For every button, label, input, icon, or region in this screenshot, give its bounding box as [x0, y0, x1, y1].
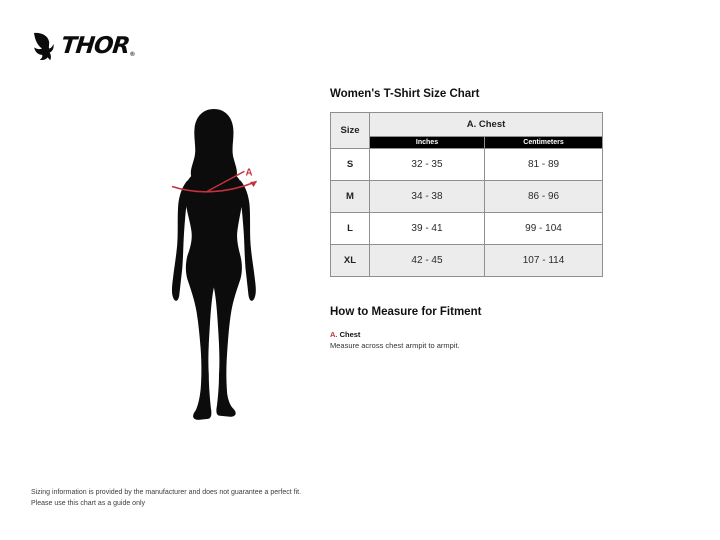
body-silhouette-figure	[150, 106, 290, 428]
inches-value: 32 - 35	[370, 149, 485, 181]
inches-value: 42 - 45	[370, 245, 485, 277]
table-row-l	[331, 213, 603, 245]
size-chart-table	[330, 112, 603, 277]
measure-letter: A.	[330, 330, 338, 339]
thor-goat-icon	[31, 32, 58, 61]
inches-value: 34 - 38	[370, 181, 485, 213]
size-label: XL	[331, 245, 370, 277]
centimeters-value: 107 - 114	[485, 245, 603, 277]
size-chart-title: Women's T-Shirt Size Chart	[330, 88, 480, 100]
sizing-disclaimer	[31, 488, 301, 509]
size-label: S	[331, 149, 370, 181]
size-label: L	[331, 213, 370, 245]
size-label: M	[331, 181, 370, 213]
centimeters-value: 86 - 96	[485, 181, 603, 213]
chest-annotation-label: A	[245, 167, 253, 179]
measure-item-chest	[330, 329, 602, 351]
table-row-m	[331, 181, 603, 213]
disclaimer-line-1: Sizing information is provided by the manufacturer and does not guarantee a perfect fit.	[31, 489, 302, 496]
centimeters-value: 81 - 89	[485, 149, 603, 181]
measure-name: Chest	[339, 330, 361, 339]
measure-section-title: How to Measure for Fitment	[330, 306, 482, 318]
thor-logo-text: THOR	[59, 33, 131, 59]
table-row-xl	[331, 245, 603, 277]
centimeters-column-header: Centimeters	[485, 137, 603, 149]
registered-trademark-icon: ®	[130, 52, 135, 58]
size-column-header: Size	[331, 113, 370, 149]
centimeters-value: 99 - 104	[485, 213, 603, 245]
female-silhouette	[150, 106, 290, 428]
measure-description: Measure across chest armpit to armpit.	[330, 341, 460, 350]
thor-logo	[31, 32, 135, 61]
inches-column-header: Inches	[370, 137, 485, 149]
table-row-s	[331, 149, 603, 181]
chest-group-header: A. Chest	[370, 113, 603, 137]
disclaimer-line-2: Please use this chart as a guide only	[31, 499, 146, 507]
size-chart-section	[330, 88, 602, 351]
inches-value: 39 - 41	[370, 213, 485, 245]
measure-item-label	[330, 329, 602, 340]
